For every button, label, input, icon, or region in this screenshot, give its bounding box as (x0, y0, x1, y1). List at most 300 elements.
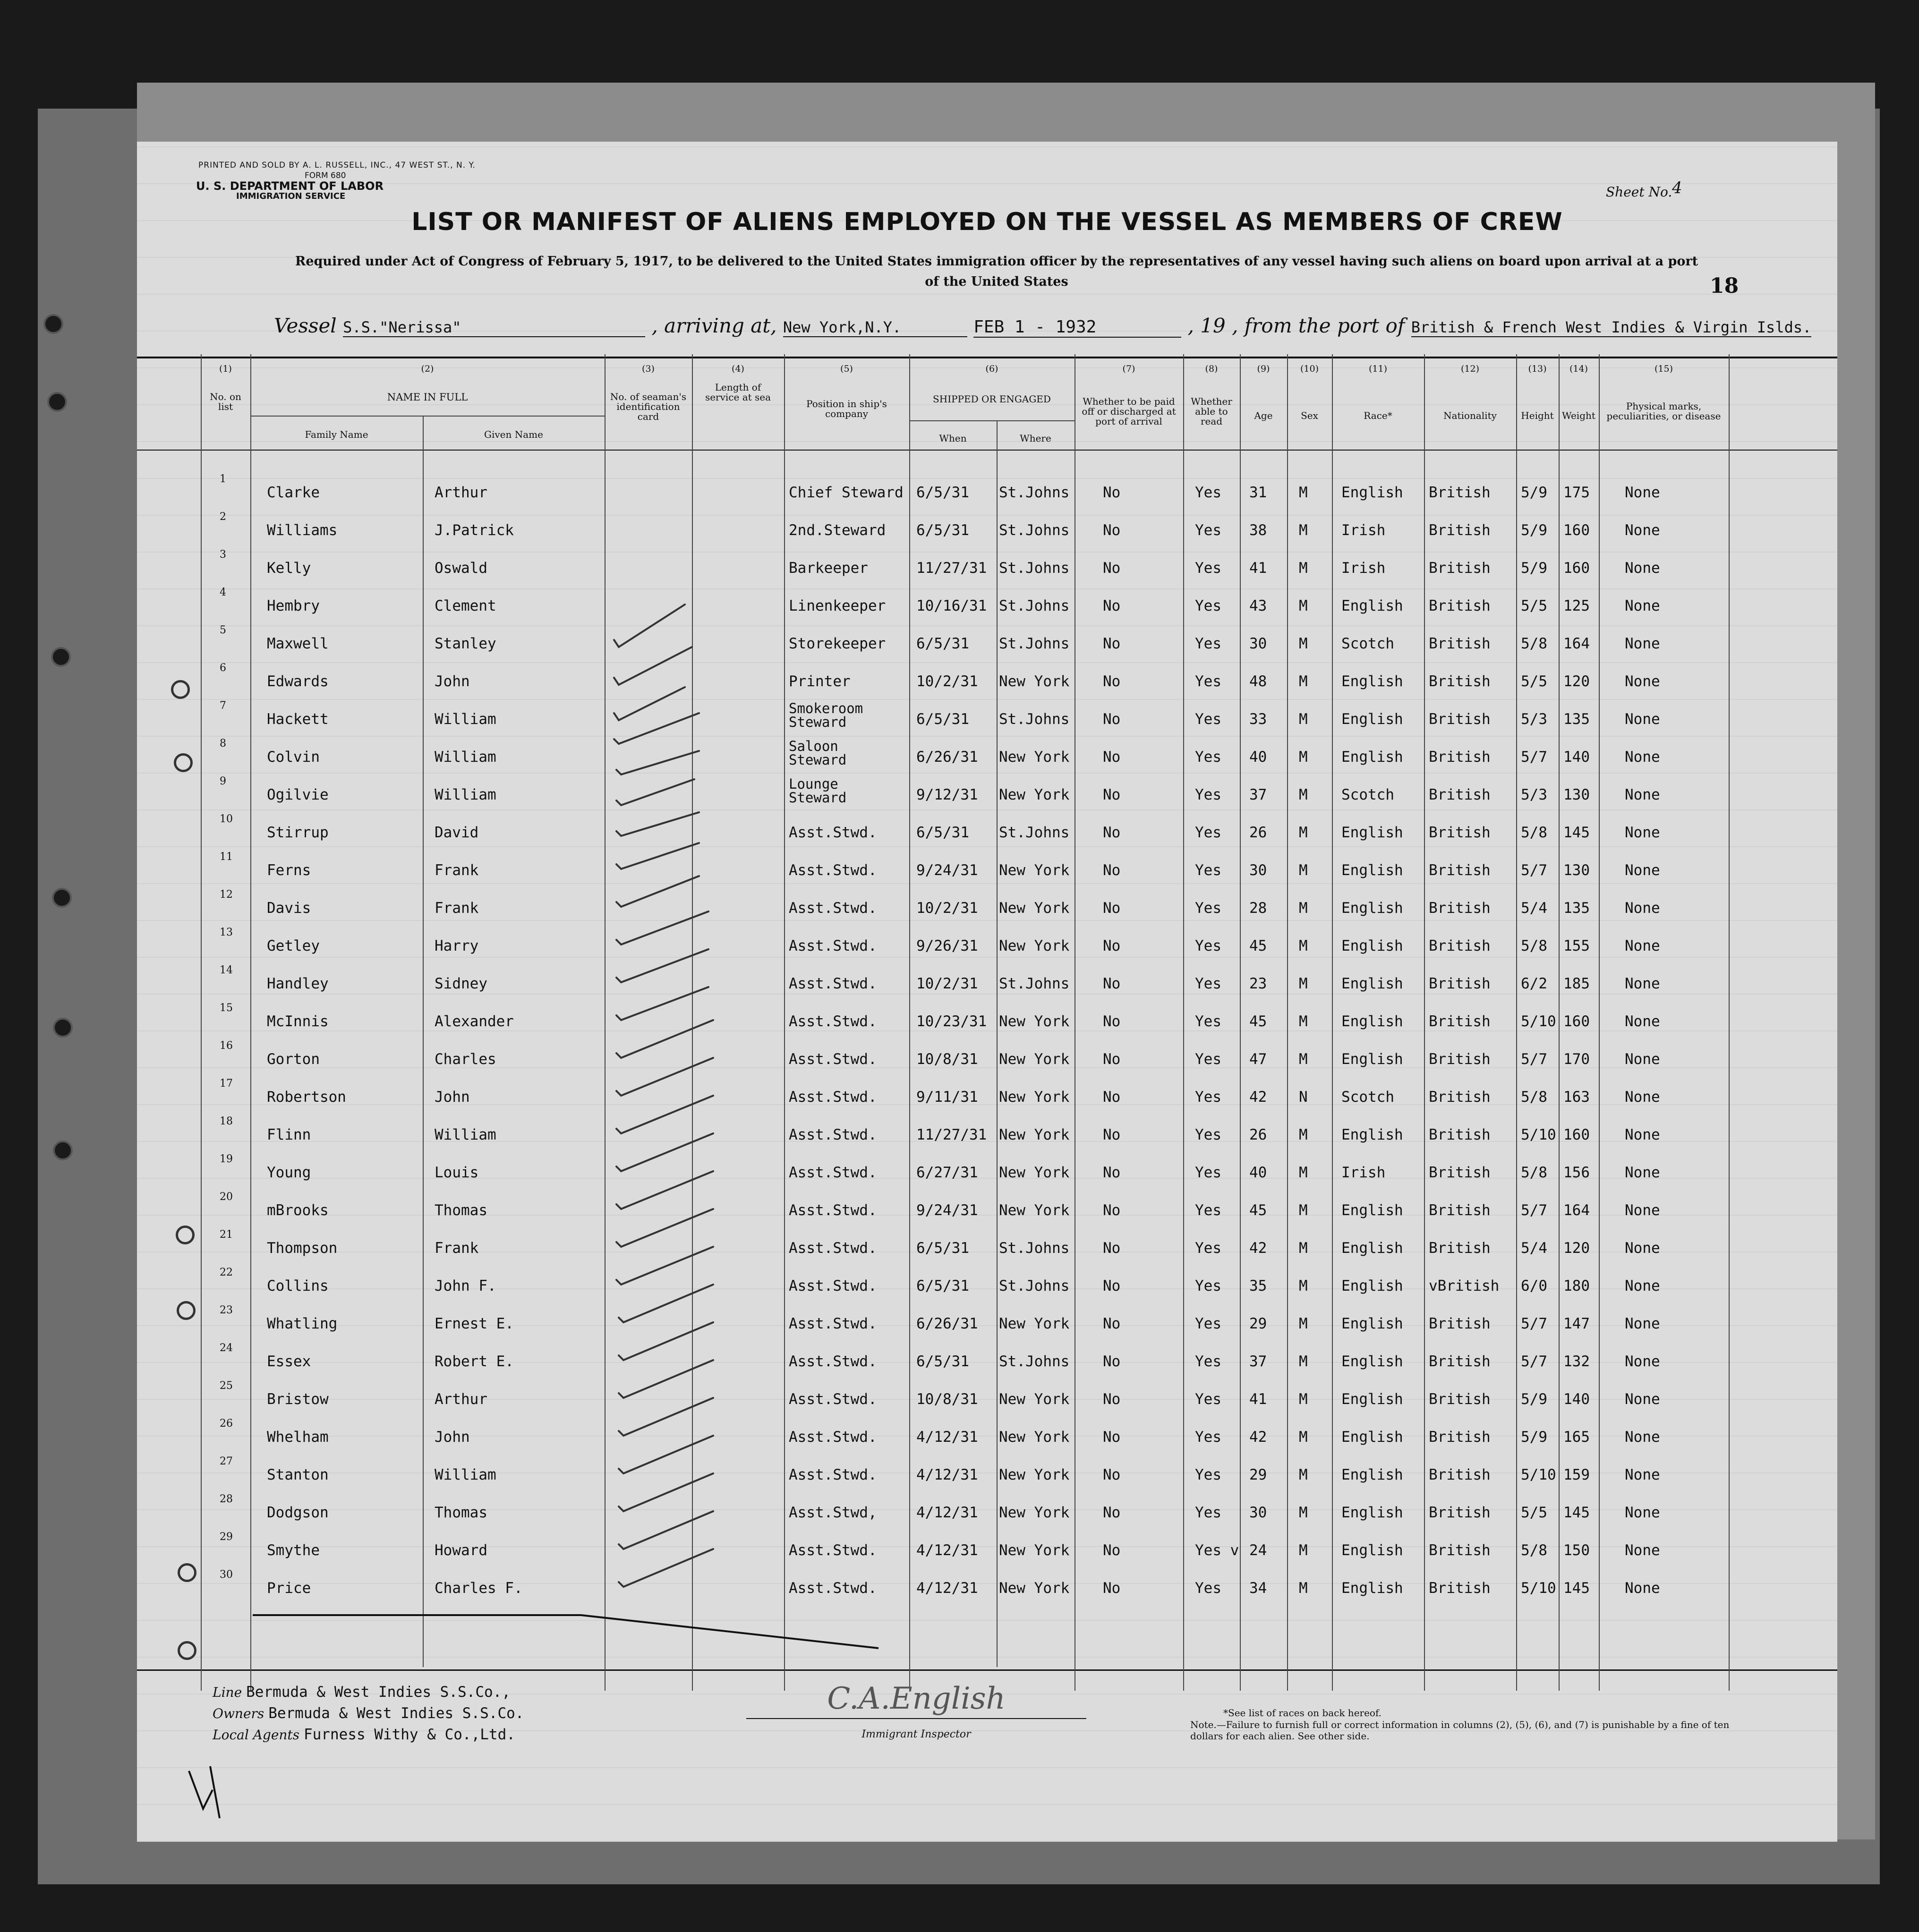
weight: 130 (1563, 786, 1590, 803)
family-name: Edwards (267, 673, 329, 690)
given-name: David (435, 824, 479, 841)
arrival-port: New York,N.Y. (783, 318, 967, 337)
race: English (1341, 975, 1403, 992)
paid-off: No (1103, 673, 1121, 690)
paid-off: No (1103, 824, 1121, 841)
height: 6/2 (1521, 975, 1547, 992)
height: 5/5 (1521, 1504, 1547, 1521)
colnum-1: (1) (219, 364, 232, 374)
physical-marks: None (1625, 635, 1660, 652)
nationality: British (1429, 673, 1491, 690)
family-name: Whatling (267, 1315, 338, 1332)
age: 48 (1249, 673, 1267, 690)
manifest-sheet (137, 142, 1837, 1842)
race: English (1341, 749, 1403, 766)
height: 5/8 (1521, 937, 1547, 954)
weight: 160 (1563, 522, 1590, 539)
shipped-when: 10/8/31 (916, 1391, 978, 1408)
sex: M (1299, 1202, 1308, 1219)
colnum-7: (7) (1122, 364, 1135, 374)
paid-off: No (1103, 749, 1121, 766)
row-number: 18 (220, 1115, 233, 1127)
shipped-when: 9/24/31 (916, 862, 978, 879)
family-name: Clarke (267, 484, 320, 501)
shipped-where: New York (999, 1126, 1070, 1143)
row-number: 26 (220, 1418, 233, 1430)
sex: M (1299, 1504, 1308, 1521)
nationality: British (1429, 597, 1491, 614)
sex: M (1299, 484, 1308, 501)
table-row (137, 1267, 1837, 1307)
paid-off: No (1103, 484, 1121, 501)
shipped-where: New York (999, 1429, 1070, 1446)
shipped-when: 6/26/31 (916, 1315, 978, 1332)
able-to-read: Yes (1195, 1240, 1221, 1257)
sex: M (1299, 560, 1308, 577)
able-to-read: Yes (1195, 522, 1221, 539)
able-to-read: Yes (1195, 1391, 1221, 1408)
given-name: Clement (435, 597, 496, 614)
shipped-where: St.Johns (999, 635, 1070, 652)
given-name: Alexander (435, 1013, 514, 1030)
header-given-name: Given Name (484, 429, 543, 440)
shipped-when: 6/5/31 (916, 1240, 969, 1257)
table-row (137, 1380, 1837, 1421)
physical-marks: None (1625, 786, 1660, 803)
given-name: John F. (435, 1277, 496, 1294)
nationality: British (1429, 1466, 1491, 1483)
position: Asst.Stwd. (789, 1089, 877, 1106)
row-number: 16 (220, 1040, 233, 1052)
row-number: 24 (220, 1342, 233, 1354)
position: Chief Steward (789, 484, 904, 501)
family-name: Bristow (267, 1391, 329, 1408)
height: 5/3 (1521, 786, 1547, 803)
family-name: Hembry (267, 597, 320, 614)
race: English (1341, 1315, 1403, 1332)
age: 42 (1249, 1429, 1267, 1446)
given-name: Stanley (435, 635, 496, 652)
paid-off: No (1103, 1051, 1121, 1068)
shipped-where: New York (999, 1013, 1070, 1030)
able-to-read: Yes (1195, 975, 1221, 992)
family-name: Thompson (267, 1240, 338, 1257)
race: English (1341, 711, 1403, 728)
able-to-read: Yes (1195, 862, 1221, 879)
given-name: John (435, 673, 470, 690)
binder-hole (53, 1140, 73, 1160)
binder-hole (43, 314, 63, 334)
shipped-where: St.Johns (999, 597, 1070, 614)
colnum-8: (8) (1205, 364, 1218, 374)
height: 5/4 (1521, 1240, 1547, 1257)
nationality: British (1429, 1391, 1491, 1408)
weight: 132 (1563, 1353, 1590, 1370)
vessel-line (274, 314, 1811, 338)
sex: M (1299, 597, 1308, 614)
colnum-5: (5) (840, 364, 853, 374)
physical-marks: None (1625, 1542, 1660, 1559)
vessel-name: S.S."Nerissa" (343, 318, 645, 337)
height: 5/4 (1521, 900, 1547, 917)
nationality: British (1429, 1504, 1491, 1521)
table-row (137, 587, 1837, 627)
family-name: Ferns (267, 862, 311, 879)
height: 5/8 (1521, 1164, 1547, 1181)
race: Scotch (1341, 1089, 1394, 1106)
height: 5/9 (1521, 1391, 1547, 1408)
family-name: Flinn (267, 1126, 311, 1143)
weight: 160 (1563, 1013, 1590, 1030)
position: Asst.Stwd. (789, 975, 877, 992)
able-to-read: Yes (1195, 1089, 1221, 1106)
weight: 150 (1563, 1542, 1590, 1559)
position: Asst.Stwd. (789, 1466, 877, 1483)
shipped-when: 6/5/31 (916, 711, 969, 728)
position: Saloon Steward (789, 738, 847, 768)
row-number: 2 (220, 511, 226, 523)
sex: M (1299, 937, 1308, 954)
height: 5/9 (1521, 522, 1547, 539)
given-name: Harry (435, 937, 479, 954)
given-name: Arthur (435, 1391, 487, 1408)
shipped-where: St.Johns (999, 522, 1070, 539)
given-name: Thomas (435, 1504, 487, 1521)
sex: M (1299, 1353, 1308, 1370)
family-name: Smythe (267, 1542, 320, 1559)
shipped-subheader-rule (909, 420, 1075, 421)
vessel-label: Vessel (274, 314, 337, 337)
height: 5/7 (1521, 1202, 1547, 1219)
able-to-read: Yes (1195, 749, 1221, 766)
shipped-when: 4/12/31 (916, 1504, 978, 1521)
position: Asst.Stwd. (789, 1051, 877, 1068)
position: Asst.Stwd. (789, 1580, 877, 1597)
shipped-where: New York (999, 1504, 1070, 1521)
race: English (1341, 1277, 1403, 1294)
position: Asst.Stwd. (789, 1542, 877, 1559)
paid-off: No (1103, 786, 1121, 803)
paid-off: No (1103, 1580, 1121, 1597)
weight: 135 (1563, 900, 1590, 917)
height: 5/3 (1521, 711, 1547, 728)
able-to-read: Yes v (1195, 1542, 1239, 1559)
height: 5/7 (1521, 1315, 1547, 1332)
sheet-label: Sheet No. (1606, 184, 1672, 200)
sex: N (1299, 1089, 1308, 1106)
age: 29 (1249, 1315, 1267, 1332)
shipped-where: St.Johns (999, 484, 1070, 501)
colnum-12: (12) (1460, 364, 1479, 374)
header-weight: Weight (1562, 410, 1595, 421)
header-top-rule (137, 357, 1837, 358)
given-name: Oswald (435, 560, 487, 577)
header-bottom-rule (137, 450, 1837, 451)
row-number: 5 (220, 624, 226, 636)
weight: 185 (1563, 975, 1590, 992)
sex: M (1299, 1051, 1308, 1068)
header-physical-marks: Physical marks, peculiarities, or disease (1606, 400, 1721, 422)
paid-off: No (1103, 1202, 1121, 1219)
service-name: IMMIGRATION SERVICE (236, 191, 346, 201)
punch-ring (174, 753, 193, 772)
shipped-where: New York (999, 900, 1070, 917)
nationality: British (1429, 711, 1491, 728)
row-number: 30 (220, 1569, 233, 1581)
shipped-where: New York (999, 1542, 1070, 1559)
paid-off: No (1103, 862, 1121, 879)
position: Asst.Stwd. (789, 862, 877, 879)
shipped-where: St.Johns (999, 1277, 1070, 1294)
age: 29 (1249, 1466, 1267, 1483)
weight: 155 (1563, 937, 1590, 954)
able-to-read: Yes (1195, 484, 1221, 501)
weight: 165 (1563, 1429, 1590, 1446)
shipped-where: New York (999, 862, 1070, 879)
shipped-when: 9/24/31 (916, 1202, 978, 1219)
race: English (1341, 937, 1403, 954)
header-id-card: No. of seaman's identification card (610, 391, 687, 422)
able-to-read: Yes (1195, 900, 1221, 917)
physical-marks: None (1625, 1089, 1660, 1106)
physical-marks: None (1625, 824, 1660, 841)
header-height: Height (1521, 410, 1554, 421)
header-sex: Sex (1301, 410, 1318, 421)
given-name: Frank (435, 862, 479, 879)
position: Lounge Steward (789, 776, 847, 806)
height: 5/10 (1521, 1580, 1556, 1597)
paid-off: No (1103, 711, 1121, 728)
given-name: Sidney (435, 975, 487, 992)
row-number: 25 (220, 1380, 233, 1392)
row-number: 14 (220, 964, 233, 976)
weight: 147 (1563, 1315, 1590, 1332)
age: 45 (1249, 937, 1267, 954)
shipped-where: New York (999, 749, 1070, 766)
race: English (1341, 1466, 1403, 1483)
table-row (137, 775, 1837, 816)
physical-marks: None (1625, 484, 1660, 501)
position: Asst.Stwd. (789, 824, 877, 841)
nationality: British (1429, 786, 1491, 803)
row-number: 4 (220, 587, 226, 598)
table-row (137, 1569, 1837, 1609)
physical-marks: None (1625, 522, 1660, 539)
check-marks (605, 449, 793, 1677)
race: English (1341, 673, 1403, 690)
sex: M (1299, 1315, 1308, 1332)
table-row (137, 549, 1837, 589)
height: 5/7 (1521, 862, 1547, 879)
row-number: 1 (220, 473, 226, 485)
table-row (137, 1342, 1837, 1383)
family-name: Whelham (267, 1429, 329, 1446)
race: English (1341, 1353, 1403, 1370)
signature-line (746, 1718, 1086, 1719)
shipped-where: New York (999, 786, 1070, 803)
physical-marks: None (1625, 1315, 1660, 1332)
given-name: Charles F. (435, 1580, 523, 1597)
family-name: McInnis (267, 1013, 329, 1030)
sex: M (1299, 1580, 1308, 1597)
shipped-when: 6/5/31 (916, 824, 969, 841)
table-row (137, 1455, 1837, 1496)
age: 45 (1249, 1202, 1267, 1219)
paid-off: No (1103, 1542, 1121, 1559)
fine-note: Note.—Failure to furnish full or correct information in columns (2), (5), (6), and (7) is punishable by a fine of ten dollars for each alien. See other side. (1190, 1719, 1730, 1742)
shipped-when: 4/12/31 (916, 1542, 978, 1559)
shipped-when: 10/2/31 (916, 900, 978, 917)
header-nationality: Nationality (1443, 410, 1497, 421)
paid-off: No (1103, 597, 1121, 614)
binder-hole (47, 392, 67, 412)
physical-marks: None (1625, 900, 1660, 917)
position: Printer (789, 673, 851, 690)
paid-off: No (1103, 937, 1121, 954)
shipped-where: St.Johns (999, 824, 1070, 841)
shipped-where: St.Johns (999, 1240, 1070, 1257)
given-name: J.Patrick (435, 522, 514, 539)
table-row (137, 1078, 1837, 1118)
nationality: British (1429, 1353, 1491, 1370)
physical-marks: None (1625, 1013, 1660, 1030)
shipped-when: 9/11/31 (916, 1089, 978, 1106)
header-race: Race* (1364, 410, 1392, 421)
weight: 164 (1563, 635, 1590, 652)
table-row (137, 1191, 1837, 1232)
paid-off: No (1103, 1126, 1121, 1143)
table-row (137, 889, 1837, 929)
race: Scotch (1341, 786, 1394, 803)
row-number: 10 (220, 813, 233, 825)
nationality: British (1429, 1089, 1491, 1106)
age: 24 (1249, 1542, 1267, 1559)
family-name: Getley (267, 937, 320, 954)
age: 41 (1249, 560, 1267, 577)
given-name: William (435, 786, 496, 803)
weight: 145 (1563, 1580, 1590, 1597)
table-row (137, 1493, 1837, 1534)
position: Asst.Stwd, (789, 1504, 877, 1521)
race: Irish (1341, 522, 1386, 539)
sex: M (1299, 1240, 1308, 1257)
requirement-text: Required under Act of Congress of February 5, 1917, to be delivered to the United States immigration officer by the representatives of any vessel having such aliens on board upon arrival at a port of the United States (295, 254, 1698, 289)
row-number: 11 (220, 851, 233, 863)
table-row (137, 473, 1837, 514)
position: Storekeeper (789, 635, 886, 652)
age: 40 (1249, 1164, 1267, 1181)
paid-off: No (1103, 1277, 1121, 1294)
height: 5/8 (1521, 635, 1547, 652)
table-row (137, 1002, 1837, 1043)
physical-marks: None (1625, 1164, 1660, 1181)
race: English (1341, 1580, 1403, 1597)
arriving-label: , arriving at, (651, 314, 777, 337)
shipped-when: 4/12/31 (916, 1580, 978, 1597)
age: 26 (1249, 1126, 1267, 1143)
shipped-when: 9/26/31 (916, 937, 978, 954)
weight: 145 (1563, 1504, 1590, 1521)
physical-marks: None (1625, 862, 1660, 879)
age: 30 (1249, 635, 1267, 652)
given-name: William (435, 1126, 496, 1143)
paid-off: No (1103, 975, 1121, 992)
able-to-read: Yes (1195, 1580, 1221, 1597)
sex: M (1299, 862, 1308, 879)
sex: M (1299, 1391, 1308, 1408)
weight: 130 (1563, 862, 1590, 879)
paid-off: No (1103, 635, 1121, 652)
race: English (1341, 484, 1403, 501)
family-name: Dodgson (267, 1504, 329, 1521)
nationality: British (1429, 1542, 1491, 1559)
given-name: Robert E. (435, 1353, 514, 1370)
nationality: British (1429, 1429, 1491, 1446)
row-number: 8 (220, 738, 226, 749)
punch-ring (176, 1226, 195, 1244)
given-name: Louis (435, 1164, 479, 1181)
colnum-2: (2) (421, 364, 434, 374)
physical-marks: None (1625, 1240, 1660, 1257)
family-name: Kelly (267, 560, 311, 577)
family-name: Stirrup (267, 824, 329, 841)
shipped-where: New York (999, 1051, 1070, 1068)
departure-port: British & French West Indies & Virgin Islds. (1411, 318, 1812, 336)
height: 5/7 (1521, 1051, 1547, 1068)
nationality: British (1429, 1051, 1491, 1068)
able-to-read: Yes (1195, 673, 1221, 690)
height: 5/10 (1521, 1126, 1556, 1143)
position: Asst.Stwd. (789, 937, 877, 954)
race: English (1341, 1013, 1403, 1030)
table-row (137, 964, 1837, 1005)
sex: M (1299, 1164, 1308, 1181)
able-to-read: Yes (1195, 1466, 1221, 1483)
nationality: British (1429, 824, 1491, 841)
given-name: Thomas (435, 1202, 487, 1219)
height: 5/8 (1521, 1089, 1547, 1106)
paid-off: No (1103, 522, 1121, 539)
shipped-where: New York (999, 1391, 1070, 1408)
row-number: 21 (220, 1229, 233, 1241)
physical-marks: None (1625, 597, 1660, 614)
table-row (137, 851, 1837, 892)
row-number: 20 (220, 1191, 233, 1203)
paid-off: No (1103, 1089, 1121, 1106)
position: Asst.Stwd. (789, 1391, 877, 1408)
weight: 120 (1563, 1240, 1590, 1257)
able-to-read: Yes (1195, 635, 1221, 652)
shipped-where: St.Johns (999, 560, 1070, 577)
shipped-when: 11/27/31 (916, 560, 987, 577)
paid-off: No (1103, 1353, 1121, 1370)
sex: M (1299, 900, 1308, 917)
sex: M (1299, 711, 1308, 728)
nationality: British (1429, 862, 1491, 879)
able-to-read: Yes (1195, 560, 1221, 577)
height: 5/8 (1521, 1542, 1547, 1559)
able-to-read: Yes (1195, 1164, 1221, 1181)
physical-marks: None (1625, 711, 1660, 728)
weight: 125 (1563, 597, 1590, 614)
height: 5/8 (1521, 824, 1547, 841)
weight: 145 (1563, 824, 1590, 841)
owners-field (213, 1705, 524, 1722)
header-no-on-list: No. on list (210, 391, 241, 412)
paid-off: No (1103, 1013, 1121, 1030)
position: Linenkeeper (789, 597, 886, 614)
header-length-service: Length of service at sea (705, 382, 771, 403)
